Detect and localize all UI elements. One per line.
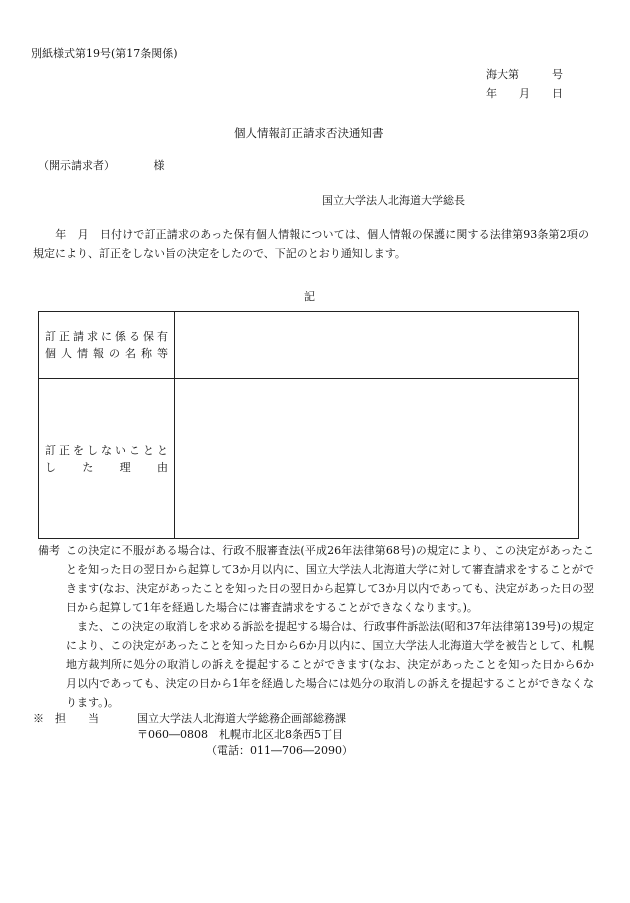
- label-line: 訂正請求に係る保有: [45, 330, 168, 343]
- personal-info-name-label: [39, 312, 175, 379]
- document-date: 年 月 日: [486, 87, 563, 100]
- table-row: [39, 312, 579, 379]
- page-title: 個人情報訂正請求否決通知書: [234, 126, 384, 140]
- document-number: 海大第 号: [486, 68, 563, 81]
- issuer-name: 国立大学法人北海道大学総長: [322, 194, 465, 207]
- form-number: 別紙様式第19号(第17条関係): [31, 47, 178, 60]
- personal-info-name-field: [175, 312, 579, 379]
- decision-table: [38, 311, 579, 539]
- remarks-head: 備考: [38, 544, 60, 557]
- notice-body: 年 月 日付けで訂正請求のあった保有個人情報については、個人情報の保護に関する法律第93条第2項の規定により、訂正をしない旨の決定をしたので、下記のとおり通知します。: [33, 228, 589, 260]
- table-row: [39, 379, 579, 539]
- reason-field: [175, 379, 579, 539]
- remarks-paragraph-1: この決定に不服がある場合は、行政不服審査法(平成26年法律第68号)の規定により、この決定があったことを知った日の翌日から起算して3か月以内に、国立大学法人北海道大学に対して審査請求をすることができます(なお、決定があったことを知った日の翌日から起算して3か月以内であっても、決定があった日の翌日から起算して1年を経過した場合には審査請求をすることができなくなります。)。: [66, 544, 594, 614]
- contact-department: 国立大学法人北海道大学総務企画部総務課: [137, 712, 346, 725]
- contact-address: 〒060―0808 札幌市北区北8条西5丁目: [137, 728, 343, 741]
- remarks-paragraph-2: また、この決定の取消しを求める訴訟を提起する場合は、行政事件訴訟法(昭和37年法律第139号)の規定により、この決定があったことを知った日から6か月以内に、国立大学法人北海道大学を被告として、札幌地方裁判所に処分の取消しの訴えを提起することができます(なお、決定があったことを知った日から6か月以内であっても、決定の日から1年を経過した場合には処分の取消しの訴えを提起することができなくなります。)。: [66, 620, 594, 709]
- contact-phone: （電話：011―706―2090）: [206, 744, 353, 757]
- label-line: し た 理 由: [45, 460, 168, 474]
- requester-line: （開示請求者） 様: [38, 159, 165, 172]
- remarks: [38, 541, 594, 712]
- label-line: 訂正をしないことと: [45, 443, 168, 457]
- contact-mark: ※ 担 当: [33, 712, 99, 725]
- ki-heading: 記: [304, 290, 315, 303]
- label-line: 個人情報の名称等: [45, 347, 168, 360]
- reason-label: [39, 379, 175, 539]
